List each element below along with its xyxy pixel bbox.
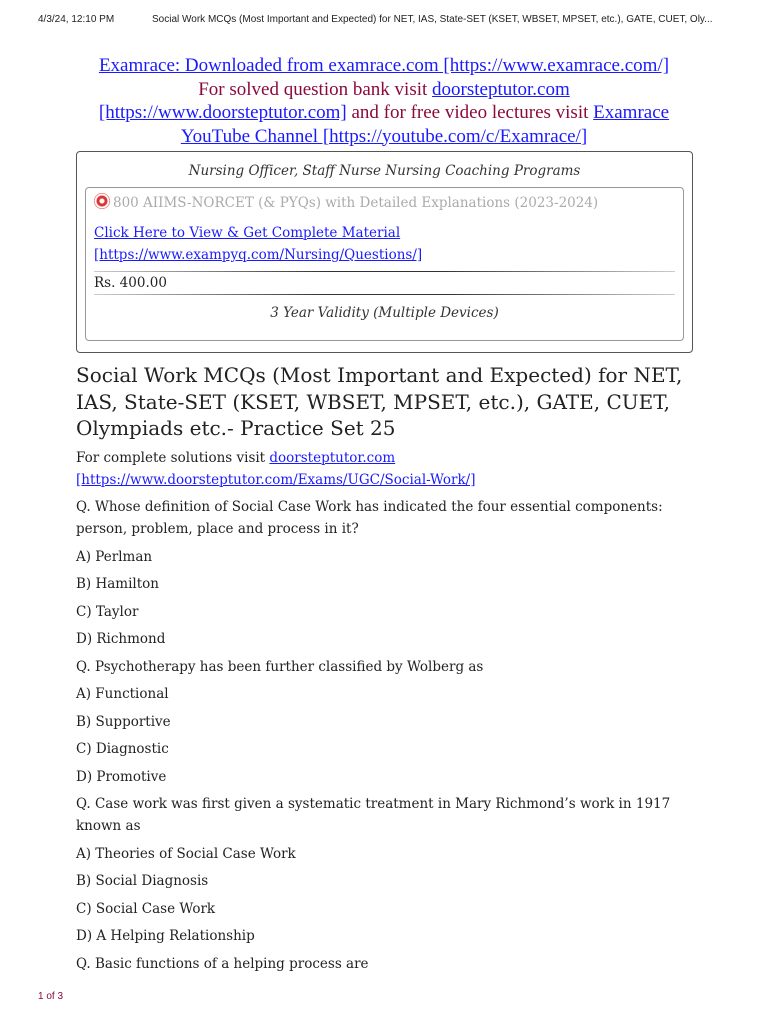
answer-option: C) Taylor (76, 603, 139, 620)
main-content (76, 362, 696, 975)
page-number: 1 of 3 (38, 991, 64, 1002)
question: Q. Case work was first given a systematic treatment in Mary Richmond’s work in 1917 known as (76, 796, 671, 834)
answer-option: B) Hamilton (76, 576, 159, 592)
answer-option: B) Social Diagnosis (76, 873, 209, 889)
answer-option: C) Diagnostic (76, 741, 169, 757)
promo-box (76, 151, 693, 353)
view-material-link[interactable]: Click Here to View & Get Complete Material (94, 225, 401, 241)
answer-option: D) Richmond (76, 631, 166, 647)
answer-option: B) Supportive (76, 713, 171, 730)
validity: 3 Year Validity (Multiple Devices) (270, 305, 499, 321)
price: Rs. 400.00 (94, 275, 167, 291)
question-list (76, 496, 696, 975)
answer-option: A) Theories of Social Case Work (76, 845, 296, 862)
examrace-banner (76, 54, 692, 148)
banner-text-2: and for free video lectures visit (346, 102, 594, 123)
promo-heading: Nursing Officer, Staff Nurse Nursing Coaching Programs (188, 163, 581, 179)
target-icon (94, 193, 110, 209)
answer-option: A) Functional (76, 686, 169, 702)
solutions-link[interactable]: doorsteptutor.com (269, 449, 396, 466)
youtube-link[interactable]: Examrace YouTube Channel [https://youtube.com/c/Examrace/] (180, 102, 670, 147)
banner-text: For solved question bank visit (198, 78, 433, 100)
page-title: Social Work MCQs (Most Important and Expected) for NET, IAS, State-SET (KSET, WBSET, MPSET, etc.), GATE, CUET, Olympiads etc.- Practice Set 25 (76, 363, 683, 440)
promo-card (85, 187, 684, 341)
question: Q. Basic functions of a helping process are (76, 955, 369, 972)
solutions-note (76, 447, 696, 491)
answer-option: D) A Helping Relationship (76, 928, 255, 944)
question: Q. Psychotherapy has been further classified by Wolberg as (76, 658, 484, 675)
product-title: 800 AIIMS-NORCET (& PYQs) with Detailed Explanations (2023-2024) (113, 195, 599, 211)
exampyq-url-link[interactable]: [https://www.exampyq.com/Nursing/Questions/] (94, 247, 423, 263)
print-datetime: 4/3/24, 12:10 PM (38, 14, 115, 25)
solutions-url-link[interactable]: [https://www.doorsteptutor.com/Exams/UGC/Social-Work/] (76, 471, 476, 488)
divider (94, 294, 675, 295)
examrace-link[interactable]: Examrace: Downloaded from examrace.com [https://www.examrace.com/] (98, 55, 670, 76)
answer-option: C) Social Case Work (76, 900, 216, 917)
print-header (38, 14, 738, 25)
doorsteptutor-link[interactable]: doorsteptutor.com (432, 78, 570, 100)
solutions-text: For complete solutions visit (76, 449, 270, 466)
print-title: Social Work MCQs (Most Important and Expected) for NET, IAS, State-SET (KSET, WBSET, MPSET, etc.), GATE, CUET, Oly... (152, 14, 713, 25)
answer-option: A) Perlman (76, 548, 153, 565)
answer-option: D) Promotive (76, 768, 167, 785)
doorsteptutor-url-link[interactable]: [https://www.doorsteptutor.com] (98, 102, 347, 123)
question: Q. Whose definition of Social Case Work has indicated the four essential components: person, problem, place and process in it? (76, 499, 663, 537)
